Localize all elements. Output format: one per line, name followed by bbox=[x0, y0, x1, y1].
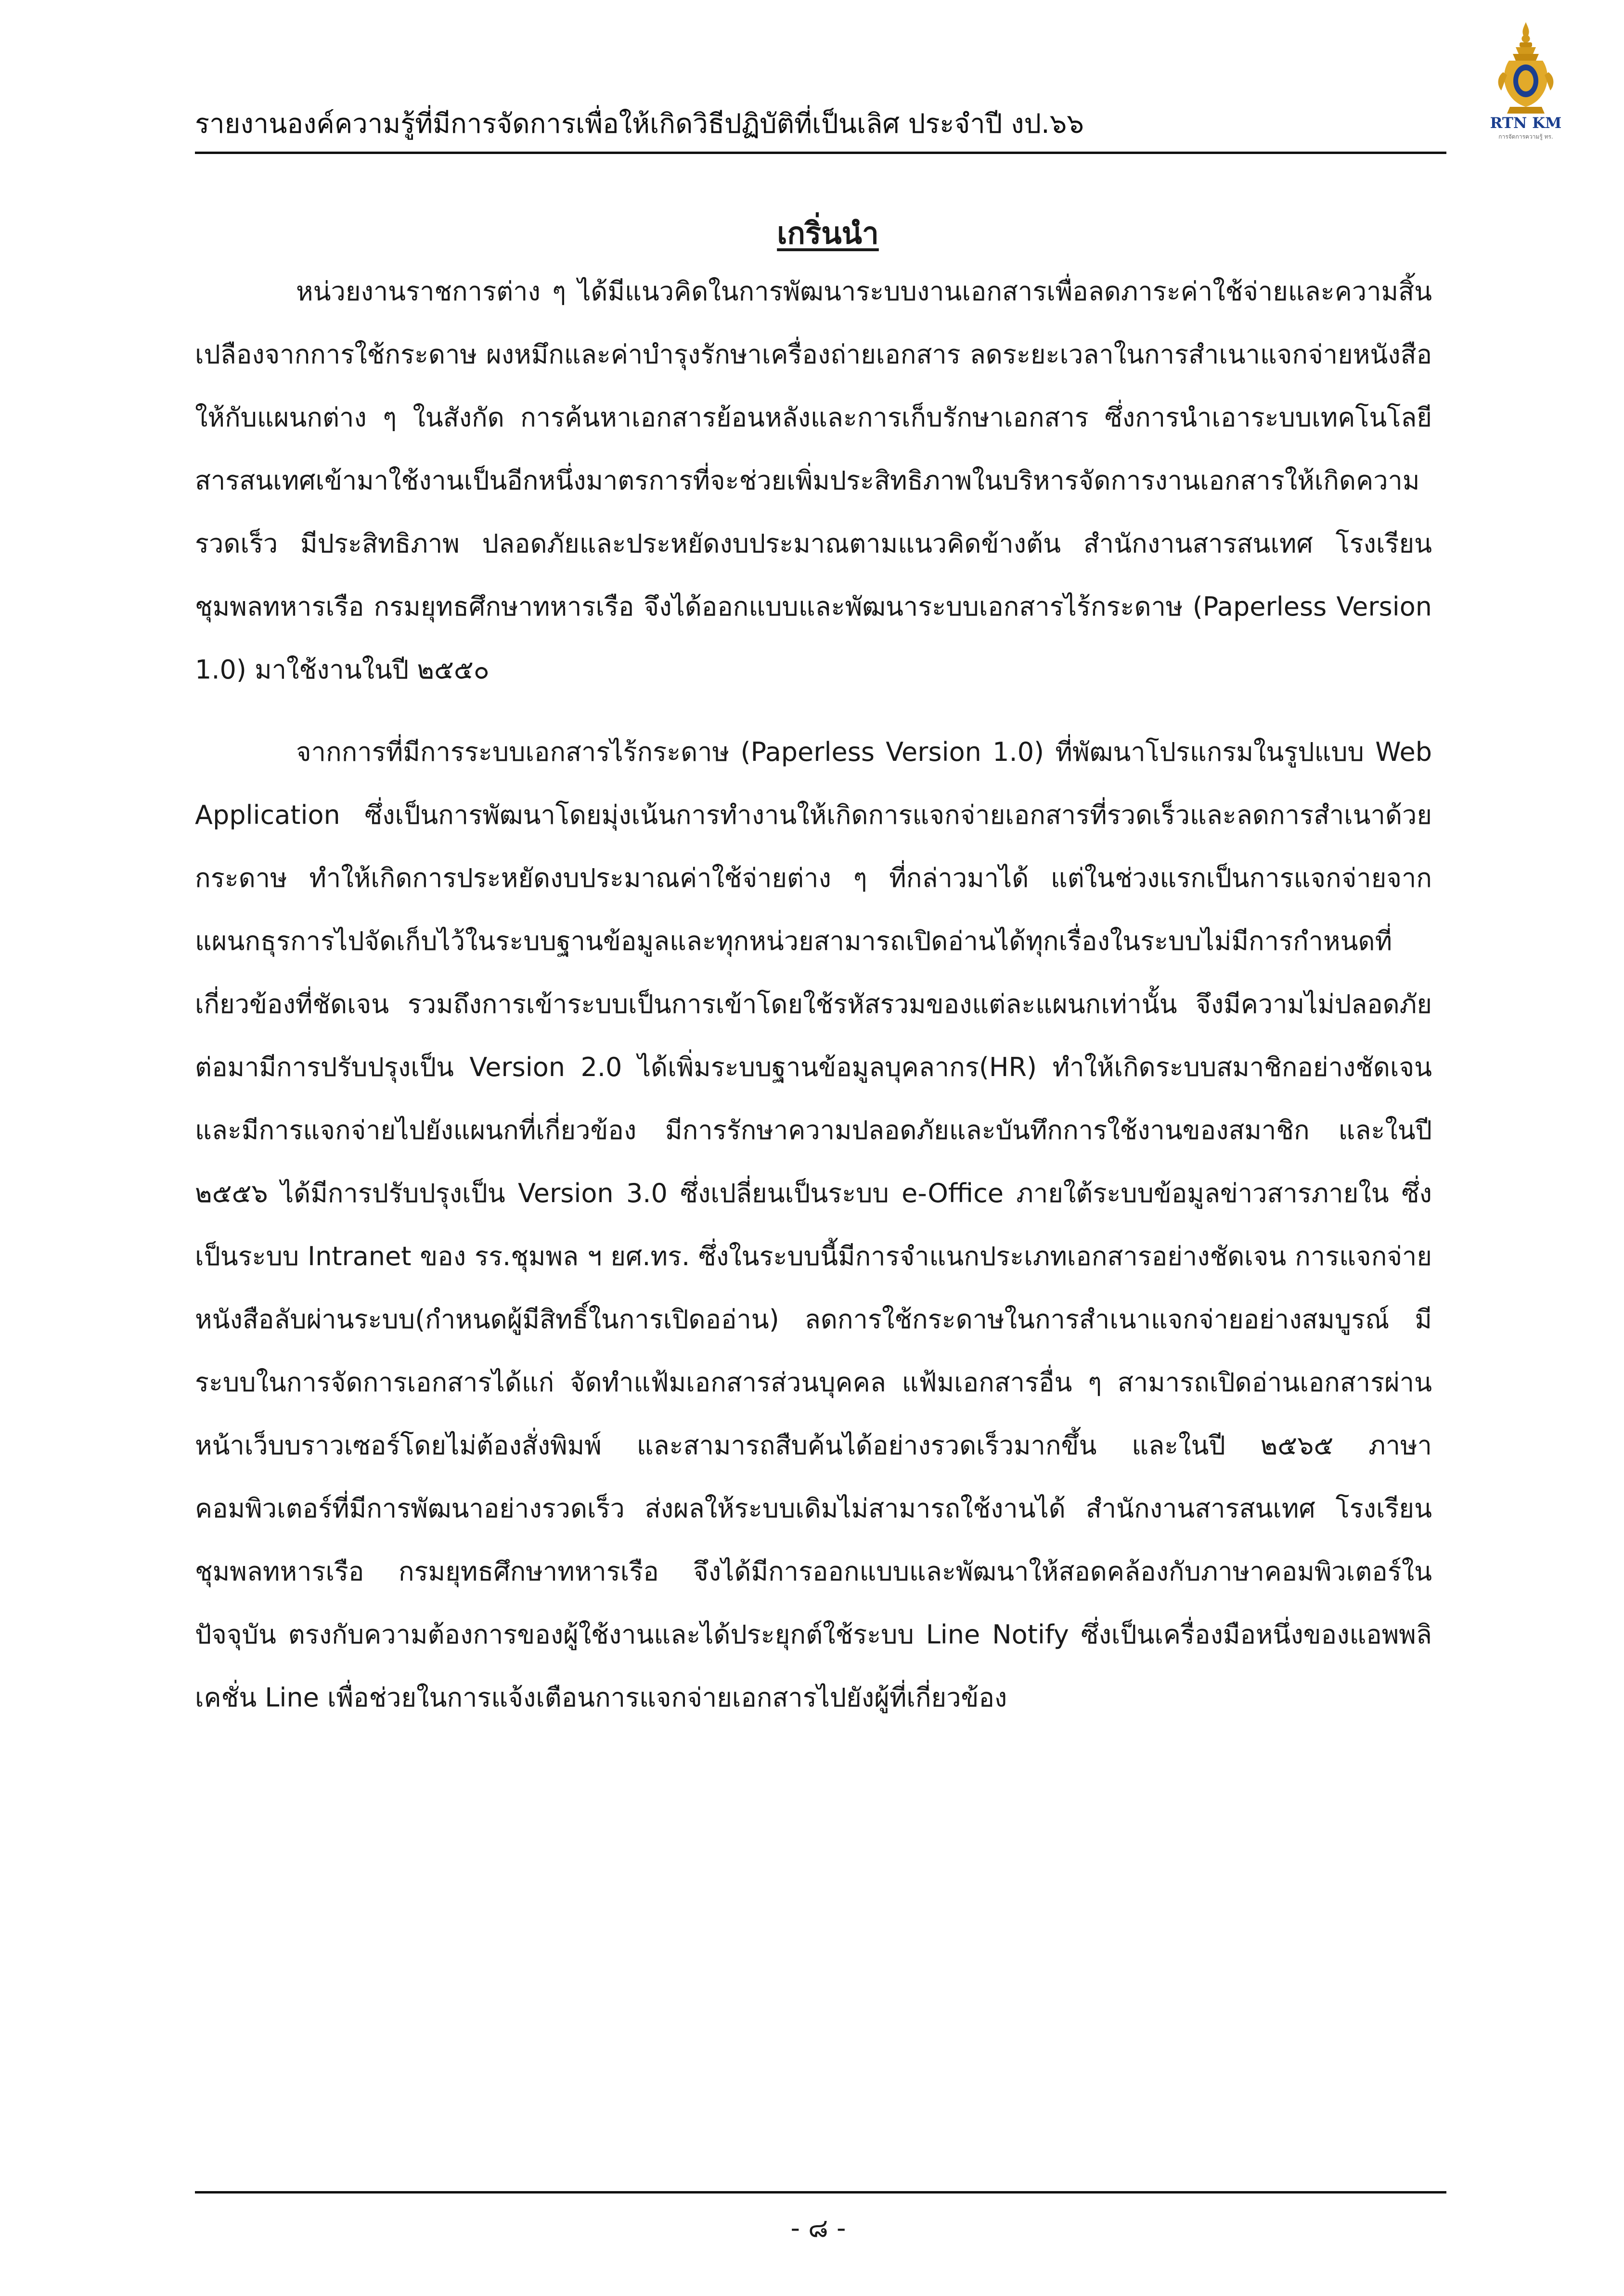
rtn-km-logo bbox=[1480, 19, 1572, 144]
logo-subtext: การจัดการความรู้ ทร. bbox=[1498, 133, 1553, 140]
section-title: เกริ่นนำ bbox=[777, 216, 879, 251]
main-content bbox=[195, 207, 1432, 1729]
logo-text: RTN KM bbox=[1490, 115, 1562, 132]
paragraph-history: จากการที่มีการระบบเอกสารไร้กระดาษ (Paperless Version 1.0) ที่พัฒนาโปรแกรมในรูปแบบ Web Application ซึ่งเป็นการพัฒนาโดยมุ่งเน้นการทำงานให้เกิดการแจกจ่ายเอกสารที่รวดเร็วและลดการสำเนาด้วยกระดาษ ทำให้เกิดการประหยัดงบประมาณค่าใช้จ่ายต่าง ๆ ที่กล่าวมาได้ แต่ในช่วงแรกเป็นการแจกจ่ายจากแผนกธุรการไปจัดเก็บไว้ในระบบฐานข้อมูลและทุกหน่วยสามารถเปิดอ่านได้ทุกเรื่องในระบบไม่มีการกำหนดที่เกี่ยวข้องที่ชัดเจน รวมถึงการเข้าระบบเป็นการเข้าโดยใช้รหัสรวมของแต่ละแผนกเท่านั้น จึงมีความไม่ปลอดภัย ต่อมามีการปรับปรุงเป็น Version 2.0 ได้เพิ่มระบบฐานข้อมูลบุคลากร(HR) ทำให้เกิดระบบสมาชิกอย่างชัดเจน และมีการแจกจ่ายไปยังแผนกที่เกี่ยวข้อง มีการรักษาความปลอดภัยและบันทึกการใช้งานของสมาชิก และในปี ๒๕๕๖ ได้มีการปรับปรุงเป็น Version 3.0 ซึ่งเปลี่ยนเป็นระบบ e-Office ภายใต้ระบบข้อมูลข่าวสารภายใน ซึ่งเป็นระบบ Intranet ของ รร.ชุมพล ฯ ยศ.ทร. ซึ่งในระบบนี้มีการจำแนกประเภทเอกสารอย่างชัดเจน การแจกจ่ายหนังสือลับผ่านระบบ(กำหนดผู้มีสิทธิ์ในการเปิดออ่าน) ลดการใช้กระดาษในการสำเนาแจกจ่ายอย่างสมบูรณ์ มีระบบในการจัดการเอกสารได้แก่ จัดทำแฟ้มเอกสารส่วนบุคคล แฟ้มเอกสารอื่น ๆ สามารถเปิดอ่านเอกสารผ่านหน้าเว็บบราวเซอร์โดยไม่ต้องสั่งพิมพ์ และสามารถสืบค้นได้อย่างรวดเร็วมากขึ้น และในปี ๒๕๖๕ ภาษาคอมพิวเตอร์ที่มีการพัฒนาอย่างรวดเร็ว ส่งผลให้ระบบเดิมไม่สามารถใช้งานได้ สำนักงานสารสนเทศ โรงเรียนชุมพลทหารเรือ กรมยุทธศึกษาทหารเรือ จึงได้มีการออกแบบและพัฒนาให้สอดคล้องกับภาษาคอมพิวเตอร์ในปัจจุบัน ตรงกับความต้องการของผู้ใช้งานและได้ประยุกต์ใช้ระบบ Line Notify ซึ่งเป็นเครื่องมือหนึ่งของแอพพลิเคชั่น Line เพื่อช่วยในการแจ้งเตือนการแจกจ่ายเอกสารไปยังผู้ที่เกี่ยวข้อง bbox=[195, 737, 1432, 1713]
header-divider bbox=[195, 152, 1446, 154]
paragraph-intro: หน่วยงานราชการต่าง ๆ ได้มีแนวคิดในการพัฒนาระบบงานเอกสารเพื่อลดภาระค่าใช้จ่ายและความสิ้นเปลืองจากการใช้กระดาษ ผงหมึกและค่าบำรุงรักษาเครื่องถ่ายเอกสาร ลดระยะเวลาในการสำเนาแจกจ่ายหนังสือให้กับแผนกต่าง ๆ ในสังกัด การค้นหาเอกสารย้อนหลังและการเก็บรักษาเอกสาร ซึ่งการนำเอาระบบเทคโนโลยีสารสนเทศเข้ามาใช้งานเป็นอีกหนึ่งมาตรการที่จะช่วยเพิ่มประสิทธิภาพในบริหารจัดการงานเอกสารให้เกิดความรวดเร็ว มีประสิทธิภาพ ปลอดภัยและประหยัดงบประมาณตามแนวคิดข้างต้น สำนักงานสารสนเทศ โรงเรียนชุมพลทหารเรือ กรมยุทธศึกษาทหารเรือ จึงได้ออกแบบและพัฒนาระบบเอกสารไร้กระดาษ (Paperless Version 1.0) มาใช้งานในปี ๒๕๕๐ bbox=[195, 276, 1432, 685]
page-header bbox=[195, 91, 1446, 154]
page-number: - ๘ - bbox=[790, 2213, 846, 2243]
royal-crest-icon bbox=[1480, 19, 1572, 115]
header-title: รายงานองค์ความรู้ที่มีการจัดการเพื่อให้เกิดวิธีปฏิบัติที่เป็นเลิศ ประจำปี งป.๖๖ bbox=[195, 108, 1084, 140]
footer-divider bbox=[195, 2191, 1446, 2193]
